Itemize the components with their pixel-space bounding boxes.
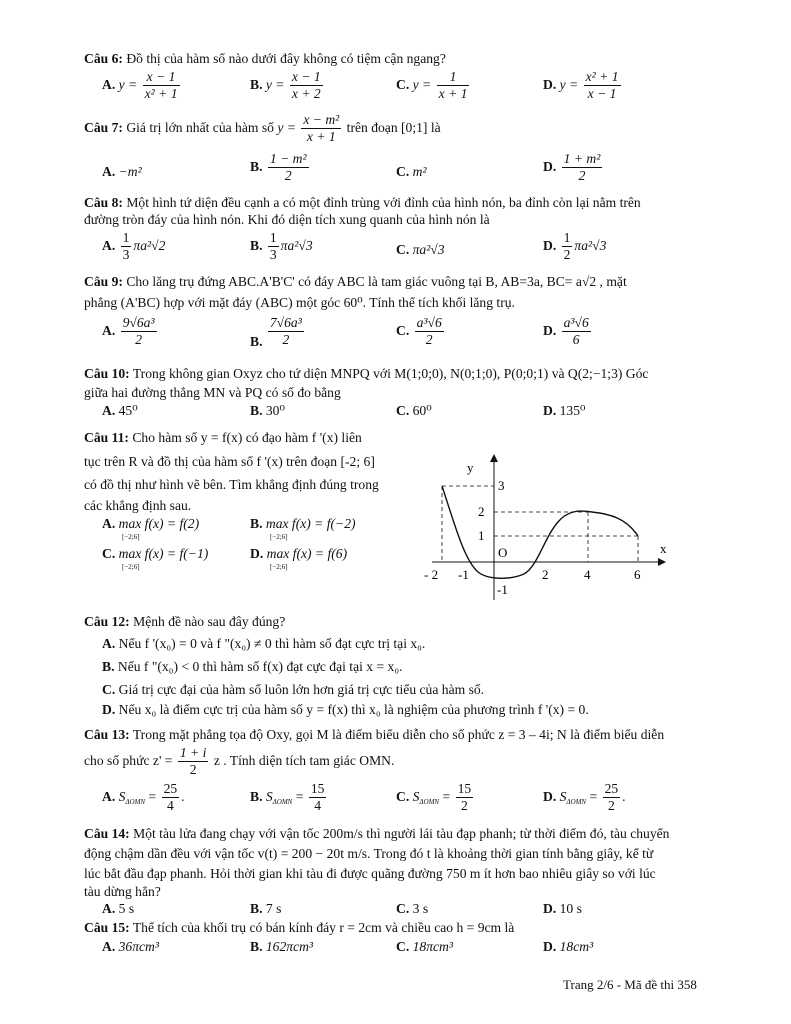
q15-option-c[interactable] — [396, 939, 453, 955]
q10-option-a[interactable] — [102, 403, 138, 419]
option-fraction: $\frac{1}{2}$ — [563, 230, 571, 262]
q10-label: Câu 10: — [84, 366, 130, 381]
q14-option-d[interactable] — [543, 901, 582, 917]
q9-option-a[interactable] — [102, 316, 159, 348]
option-label: A. — [102, 322, 116, 338]
option-sub: ΔOMN — [419, 797, 440, 806]
option-label: C. — [396, 788, 410, 804]
option-tail: . — [622, 788, 626, 804]
option-label: D. — [543, 403, 557, 418]
q12-option-d[interactable] — [102, 702, 589, 718]
option-label: B. — [250, 901, 263, 916]
y-tick-3: 3 — [498, 478, 505, 493]
q7-option-a[interactable] — [102, 164, 142, 180]
option-expr: −m² — [118, 164, 142, 179]
option-fraction: $\frac{\text{a³√6}}{6}$ — [563, 315, 589, 347]
option-expr: πa²√2 — [133, 237, 166, 253]
option-sub: ΔOMN — [272, 797, 293, 806]
q11-option-d[interactable] — [250, 546, 347, 562]
option-label: D. — [543, 158, 557, 174]
option-expr: 135⁰ — [559, 403, 586, 418]
x-tick-2: 2 — [542, 567, 549, 582]
option-expr: πa²√3 — [280, 237, 313, 253]
y-tick-2: 2 — [478, 504, 485, 519]
q7-fraction: $\frac{\text{x − m²}}{x + 1}$ — [303, 112, 340, 144]
option-label: A. — [102, 76, 116, 92]
q11-stem — [84, 430, 362, 446]
option-expr: max f(x) = f(2) — [118, 516, 200, 531]
q15-stem — [84, 920, 514, 936]
q15-label: Câu 15: — [84, 920, 130, 935]
option-fraction: $\frac{x - 1}{\text{x² + 1}}$ — [144, 69, 178, 101]
option-text: Nếu f '(x₀) = 0 và f "(x₀) ≠ 0 thì hàm số đạt cực trị tại x₀. — [118, 636, 426, 651]
q8-stem — [84, 195, 641, 211]
q11-option-c[interactable] — [102, 546, 208, 562]
option-label: B. — [250, 403, 263, 418]
q10-option-b[interactable] — [250, 403, 285, 419]
option-label: A. — [102, 636, 116, 651]
q8-line1: Một hình tứ diện đều cạnh a có một đỉnh trùng với đỉnh của hình nón, ba đỉnh còn lại nằm trên — [126, 195, 641, 210]
x-tick-4: 4 — [584, 567, 591, 582]
option-label: A. — [102, 516, 116, 531]
q15-option-a[interactable] — [102, 939, 159, 955]
q14-line4: tàu dừng hẳn? — [84, 884, 161, 899]
y-tick-minus-1: -1 — [497, 582, 508, 597]
option-label: C. — [396, 901, 410, 916]
option-eq: = — [148, 788, 157, 804]
q7-stem — [84, 113, 441, 145]
option-expr: 60⁰ — [412, 403, 432, 418]
q8-option-b[interactable] — [250, 231, 313, 263]
option-expr: 3 s — [412, 901, 429, 916]
q14-option-a[interactable] — [102, 901, 134, 917]
option-label: A. — [102, 901, 116, 916]
q11-option-d-sub: [−2;6] — [270, 563, 288, 571]
q9-line1: Cho lăng trụ đứng ABC.A'B'C' có đáy ABC là tam giác vuông tại B, AB=3a, BC= a√2 , mặt — [126, 274, 627, 289]
x-tick-minus-1: -1 — [458, 567, 469, 582]
q14-label: Câu 14: — [84, 826, 130, 841]
q14-line3: lúc bắt đầu đạp phanh. Hỏi thời gian khi tàu đi được quãng đường 750 m ít hơn bao nhiêu giây so với lúc — [84, 866, 656, 881]
q9-option-d[interactable] — [543, 316, 593, 348]
option-fraction: $\frac{1}{3}$ — [269, 230, 277, 262]
option-lhs: y = — [412, 76, 432, 92]
option-lhs: S — [265, 788, 273, 804]
option-label: B. — [250, 333, 263, 349]
option-label: C. — [396, 242, 410, 257]
q13-option-d[interactable] — [543, 782, 626, 814]
q13-line1: Trong mặt phẳng tọa độ Oxy, gọi M là điểm biểu diễn cho số phức z = 3 – 4i; N là điểm biểu diễn — [132, 727, 665, 742]
option-text: Nếu f "(x₀) < 0 thì hàm số f(x) đạt cực đại tại x = x₀. — [117, 659, 403, 674]
option-lhs: y = — [265, 76, 285, 92]
q13-fraction: $\frac{1 + i}{2}$ — [179, 745, 207, 777]
option-label: C. — [396, 403, 410, 418]
option-expr: 18πcm³ — [412, 939, 453, 954]
q13-stem — [84, 727, 664, 743]
option-expr: πa²√3 — [412, 242, 445, 257]
option-label: C. — [396, 322, 410, 338]
option-fraction: $\frac{15}{4}$ — [310, 781, 325, 813]
q11-label: Câu 11: — [84, 430, 129, 445]
q11-derivative-graph — [420, 452, 680, 602]
q6-stem — [84, 51, 446, 67]
option-expr: max f(x) = f(6) — [266, 546, 348, 561]
q11-line1: Cho hàm số y = f(x) có đạo hàm f '(x) liên — [132, 430, 362, 445]
option-fraction: $\frac{\text{x² + 1}}{x - 1}$ — [585, 69, 619, 101]
option-fraction: $\frac{15}{2}$ — [457, 781, 472, 813]
q8-option-a[interactable] — [102, 231, 165, 263]
option-eq: = — [589, 788, 598, 804]
option-label: C. — [396, 164, 410, 179]
option-label: B. — [250, 516, 263, 531]
x-axis-label: x — [660, 541, 667, 556]
q15-text: Thể tích của khối trụ có bán kính đáy r = 2cm và chiều cao h = 9cm là — [132, 920, 515, 935]
q8-option-c[interactable] — [396, 242, 445, 258]
option-fraction: $\frac{25}{2}$ — [604, 781, 619, 813]
option-expr: 18cm³ — [559, 939, 594, 954]
q11-option-b-sub: [−2;6] — [270, 533, 288, 541]
dashed-guides — [442, 486, 638, 562]
x-tick-6: 6 — [634, 567, 641, 582]
option-expr: m² — [412, 164, 427, 179]
option-label: C. — [396, 939, 410, 954]
x-axis-arrow — [658, 558, 666, 566]
option-fraction: $\frac{1}{3}$ — [122, 230, 130, 262]
q11-line3: có đồ thị như hình vẽ bên. Tìm khẳng định đúng trong — [84, 477, 379, 492]
q7-option-d[interactable] — [543, 152, 604, 184]
option-lhs: y = — [118, 76, 138, 92]
option-label: D. — [543, 322, 557, 338]
option-label: B. — [250, 158, 263, 174]
option-text: Giá trị cực đại của hàm số luôn lớn hơn giá trị cực tiểu của hàm số. — [118, 682, 485, 697]
option-fraction: $\frac{\text{9√6a³}}{2}$ — [122, 315, 155, 347]
q12-stem — [84, 614, 285, 630]
q9-line2: phẳng (A'BC) hợp với mặt đáy (ABC) một góc 60⁰. Tính thể tích khối lăng trụ. — [84, 295, 515, 310]
option-fraction: $\frac{x - 1}{x + 2}$ — [291, 69, 321, 101]
option-label: D. — [543, 237, 557, 253]
q13-option-b[interactable] — [250, 782, 328, 814]
derivative-curve — [442, 486, 638, 578]
option-label: B. — [102, 659, 115, 674]
option-label: C. — [102, 546, 116, 561]
q6-option-c[interactable] — [396, 70, 471, 102]
option-label: B. — [250, 939, 263, 954]
option-label: D. — [543, 939, 557, 954]
q11-line2: tục trên R và đồ thị của hàm số f '(x) trên đoạn [-2; 6] — [84, 454, 375, 469]
option-sub: ΔOMN — [125, 797, 146, 806]
option-expr: 7 s — [265, 901, 282, 916]
option-expr: 36πcm³ — [118, 939, 159, 954]
option-expr: πa²√3 — [574, 237, 607, 253]
q8-line2: đường tròn đáy của hình nón. Khi đó diện tích xung quanh của hình nón là — [84, 212, 490, 227]
q13-label: Câu 13: — [84, 727, 130, 742]
option-fraction: $\frac{\text{a³√6}}{2}$ — [416, 315, 442, 347]
q7-option-b[interactable] — [250, 152, 311, 184]
option-eq: = — [442, 788, 451, 804]
option-label: D. — [543, 76, 557, 92]
q15-option-d[interactable] — [543, 939, 593, 955]
q6-option-a[interactable] — [102, 70, 182, 102]
q14-line2: động chậm dần đều với vận tốc v(t) = 200 − 20t m/s. Trong đó t là khoảng thời gian tính bằng giây, kể từ — [84, 846, 654, 861]
option-text: Nếu x₀ là điểm cực trị của hàm số y = f(x) thì x₀ là nghiệm của phương trình f '(x) = 0. — [118, 702, 589, 717]
q10-option-c[interactable] — [396, 403, 432, 419]
q7-option-c[interactable] — [396, 164, 427, 180]
option-label: B. — [250, 788, 263, 804]
option-label: B. — [250, 76, 263, 92]
option-fraction: $\frac{\text{1 − m²}}{2}$ — [269, 151, 307, 183]
q11-option-c-sub: [−2;6] — [122, 563, 140, 571]
option-label: A. — [102, 237, 116, 253]
option-label: B. — [250, 237, 263, 253]
y-axis-label: y — [467, 460, 474, 475]
q10-option-d[interactable] — [543, 403, 585, 419]
q12-text: Mệnh đề nào sau đây đúng? — [133, 614, 286, 629]
q12-label: Câu 12: — [84, 614, 130, 629]
q9-label: Câu 9: — [84, 274, 123, 289]
q12-option-a[interactable] — [102, 636, 425, 652]
q10-stem — [84, 366, 648, 382]
q14-option-b[interactable] — [250, 901, 281, 917]
q7-lhs: y = — [277, 119, 296, 135]
option-lhs: S — [559, 788, 567, 804]
origin-label: O — [498, 545, 508, 560]
q14-option-c[interactable] — [396, 901, 428, 917]
option-fraction: $\frac{\text{7√6a³}}{2}$ — [269, 315, 302, 347]
q11-option-a-sub: [−2;6] — [122, 533, 140, 541]
q14-stem — [84, 826, 669, 842]
option-label: D. — [102, 702, 116, 717]
x-tick-minus-2: - 2 — [424, 567, 439, 582]
q13-option-c[interactable] — [396, 782, 475, 814]
option-expr: 45⁰ — [118, 403, 138, 418]
option-expr: max f(x) = f(−1) — [118, 546, 209, 561]
option-fraction: $\frac{\text{1 + m²}}{2}$ — [563, 151, 601, 183]
q7-text-before: Giá trị lớn nhất của hàm số — [126, 119, 274, 135]
option-expr: 10 s — [559, 901, 582, 916]
option-label: D. — [543, 901, 557, 916]
option-expr: 30⁰ — [265, 403, 285, 418]
option-lhs: y = — [559, 76, 579, 92]
q6-option-b[interactable] — [250, 70, 325, 102]
q9-stem — [84, 274, 627, 290]
q12-option-c[interactable] — [102, 682, 484, 698]
q13-line2-after: z . Tính diện tích tam giác OMN. — [213, 752, 395, 768]
q11-option-b[interactable] — [250, 516, 356, 532]
option-label: C. — [102, 682, 116, 697]
y-axis-arrow — [490, 454, 498, 462]
option-lhs: S — [118, 788, 126, 804]
option-eq: = — [295, 788, 304, 804]
q13-option-a[interactable] — [102, 782, 185, 814]
q10-line1: Trong không gian Oxyz cho tứ diện MNPQ với M(1;0;0), N(0;1;0), P(0;0;1) và Q(2;−1;3) Góc — [132, 366, 649, 381]
q11-option-a[interactable] — [102, 516, 199, 532]
q6-option-d[interactable] — [543, 70, 623, 102]
page-footer: Trang 2/6 - Mã đề thi 358 — [563, 977, 697, 992]
option-lhs: S — [412, 788, 420, 804]
option-label: A. — [102, 403, 116, 418]
option-expr: max f(x) = f(−2) — [265, 516, 356, 531]
option-expr: 5 s — [118, 901, 135, 916]
option-label: D. — [250, 546, 264, 561]
q6-label: Câu 6: — [84, 51, 123, 66]
q7-label: Câu 7: — [84, 119, 123, 135]
q9-option-c[interactable] — [396, 316, 446, 348]
option-label: A. — [102, 164, 116, 179]
q10-line2: giữa hai đường thẳng MN và PQ có số đo bằng — [84, 385, 341, 400]
q8-option-d[interactable] — [543, 231, 606, 263]
option-label: D. — [543, 788, 557, 804]
q15-option-b[interactable] — [250, 939, 313, 955]
option-label: A. — [102, 788, 116, 804]
option-label: A. — [102, 939, 116, 954]
q9-option-b[interactable] — [250, 316, 306, 348]
q12-option-b[interactable] — [102, 659, 402, 675]
y-tick-1: 1 — [478, 528, 485, 543]
q6-text: Đồ thị của hàm số nào dưới đây không có tiệm cận ngang? — [126, 51, 446, 66]
q13-line2-before: cho số phức z' = — [84, 752, 173, 768]
option-expr: 162πcm³ — [265, 939, 314, 954]
q7-text-after: trên đoạn [0;1] là — [346, 119, 441, 135]
option-label: C. — [396, 76, 410, 92]
option-sub: ΔOMN — [566, 797, 587, 806]
q14-line1: Một tàu lửa đang chạy với vận tốc 200m/s thì người lái tàu đạp phanh; từ thời điểm đó, tàu chuyển — [133, 826, 670, 841]
q11-line4: các khẳng định sau. — [84, 498, 192, 513]
option-fraction: $\frac{1}{x + 1}$ — [438, 69, 468, 101]
q8-label: Câu 8: — [84, 195, 123, 210]
q13-line2 — [84, 746, 394, 778]
option-fraction: $\frac{25}{4}$ — [163, 781, 178, 813]
option-tail: . — [181, 788, 185, 804]
